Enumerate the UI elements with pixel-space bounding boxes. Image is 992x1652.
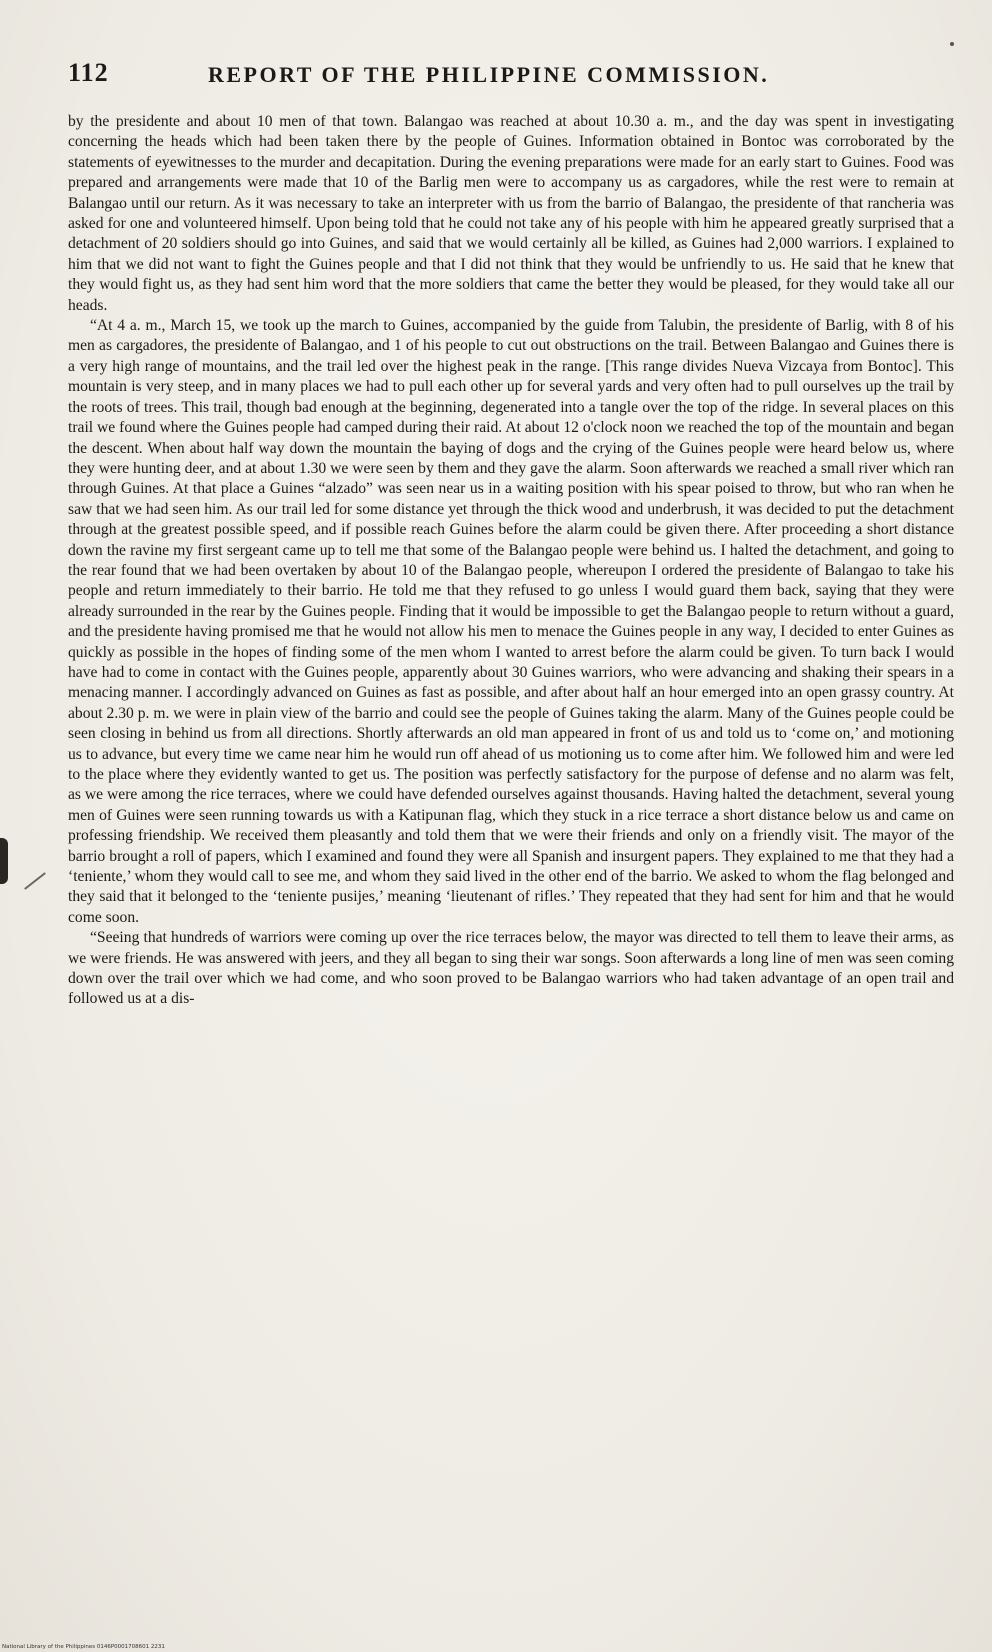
margin-pencil-stroke bbox=[24, 872, 46, 890]
scan-credit: National Library of the Philippines 0146P0001708601 2231 bbox=[2, 1644, 165, 1650]
paragraph-2: “At 4 a. m., March 15, we took up the march to Guines, accompanied by the guide from Talubin, the presidente of Barlig, with 8 of his men as cargadores, the presidente of Balangao, and 1 of his people to cut out obstructions on the trail. Between Balangao and Guines there is a very high range of mountains, and the trail led over the highest peak in the range. [This range divides Nueva Vizcaya from Bontoc]. This mountain is very steep, and in many places we had to pull each other up for several yards and very often had to pull ourselves up the trail by the roots of trees. This trail, though bad enough at the beginning, degenerated into a tangle over the top of the ridge. In several places on this trail we found where the Guines people had camped during their raid. At about 12 o'clock noon we reached the top of the mountain and began the descent. When about half way down the mountain the baying of dogs and the crying of the Guines people were heard below us, where they were hunting deer, and at about 1.30 we were seen by them and they gave the alarm. Soon afterwards we reached a small river which ran through Guines. At that place a Guines “alzado” was seen near us in a waiting position with his spear poised to throw, but who ran when he saw that we had seen him. As our trail led for some distance yet through the thick wood and underbrush, it was decided to put the detachment through at the greatest possible speed, and if possible reach Guines before the alarm could be given there. After proceeding a short distance down the ravine my first sergeant came up to tell me that some of the Balangao people were behind us. I halted the detachment, and going to the rear found that we had been overtaken by about 10 of the Balangao people, whereupon I ordered the presidente of Balangao to take his people and return immediately to their barrio. He told me that they refused to go unless I would guard them back, saying that they were already surrounded in the rear by the Guines people. Finding that it would be impossible to get the Balangao people to return without a guard, and the presidente having promised me that he would not allow his men to menace the Guines people in any way, I decided to enter Guines as quickly as possible in the hopes of finding some of the men whom I wanted to arrest before the alarm could be given. To turn back I would have had to come in contact with the Guines people, apparently about 30 Guines warriors, who were advancing and shaking their spears in a menacing manner. I accordingly advanced on Guines as fast as possible, and after about half an hour emerged into an open grassy country. At about 2.30 p. m. we were in plain view of the barrio and could see the people of Guines taking the alarm. Many of the Guines people could be seen closing in behind us from all directions. Shortly afterwards an old man appeared in front of us and told us to ‘come on,’ and motioning us to advance, but every time we came near him he would run off ahead of us motioning us to come after him. We followed him and were led to the place where they evidently wanted to get us. The position was perfectly satisfactory for the purpose of defense and no alarm was felt, as we were among the rice terraces, where we could have defended ourselves against thousands. Having halted the detachment, several young men of Guines were seen running towards us with a Katipunan flag, which they stuck in a rice terrace a short distance below us and came on professing friendship. We received them pleasantly and told them that we were their friends and only on a friendly visit. The mayor of the barrio brought a roll of papers, which I examined and found they were all Spanish and insurgent papers. They explained to me that they had a ‘teniente,’ whom they would call to see me, and whom they said lived in the other end of the barrio. We asked to whom the flag belonged and they said that it belonged to the ‘teniente pusijes,’ meaning ‘lieutenant of rifles.’ They repeated that they had sent for him and that he would come soon. bbox=[68, 317, 954, 926]
scan-speck bbox=[950, 42, 954, 46]
paragraph-3: “Seeing that hundreds of warriors were coming up over the rice terraces below, the mayor was directed to tell them to leave their arms, as we were friends. He was answered with jeers, and they all began to sing their war songs. Soon afterwards a long line of men was seen coming down over the trail over which we had come, and who soon proved to be Balangao warriors who had taken advantage of an open trail and followed us at a dis- bbox=[68, 929, 954, 1008]
page-number: 112 bbox=[68, 58, 109, 87]
paragraph-1: by the presidente and about 10 men of that town. Balangao was reached at about 10.30 a. m., and the day was spent in investigating concerning the heads which had been taken there by the people of Guines. Information obtained in Bontoc was corroborated by the statements of eyewitnesses to the murder and decapitation. During the evening preparations were made for an early start to Guines. Food was prepared and arrangements were made that 10 of the Barlig men were to accompany us as cargadores, while the rest were to remain at Balangao until our return. As it was necessary to take an interpreter with us from the barrio of Balangao, the presidente of that rancheria was asked for one and volunteered himself. Upon being told that he could not take any of his people with him he appeared greatly surprised that a detachment of 20 soldiers should go into Guines, and said that we would certainly all be killed, as Guines had 2,000 warriors. I explained to him that we did not want to fight the Guines people and that I did not think that they would be unfriendly to us. He said that he knew that they would fight us, as they had sent him word that the more soldiers that came the better they would be pleased, for they would take all our heads. bbox=[68, 113, 954, 314]
page-header bbox=[68, 58, 938, 98]
margin-binding-mark bbox=[0, 838, 8, 884]
body-text bbox=[68, 112, 954, 1010]
running-title: REPORT OF THE PHILIPPINE COMMISSION. bbox=[208, 62, 770, 87]
